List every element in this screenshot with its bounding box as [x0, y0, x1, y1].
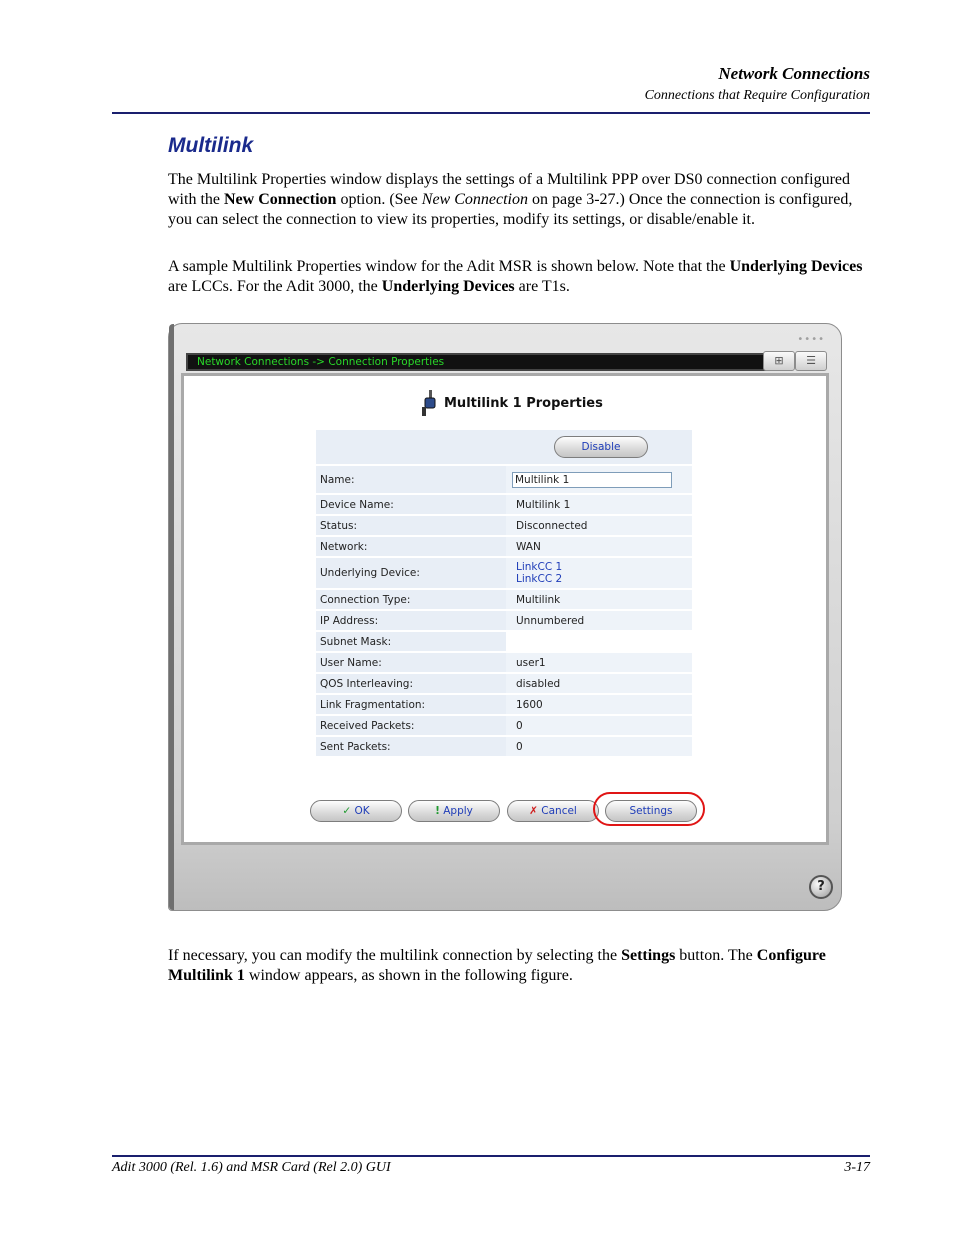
table-row: Received Packets: 0: [316, 716, 692, 737]
table-row: Device Name: Multilink 1: [316, 495, 692, 516]
settings-paragraph: If necessary, you can modify the multilink connection by selecting the Settings button. The Configure Multilink 1 window appears, as shown in the following figure.: [168, 947, 826, 984]
table-row: QOS Interleaving: disabled: [316, 674, 692, 695]
window-content: [181, 373, 829, 845]
disable-button[interactable]: Disable: [554, 436, 648, 458]
intro-paragraph: The Multilink Properties window displays the settings of a Multilink PPP over DS0 connection configured with the New Connection option. (See New Connection on page 3-27.) Once the connection is configured, you can select the connection to view its properties, modify its settings, or disable/enable it.: [168, 171, 853, 228]
chapter-title: Network Connections: [718, 64, 870, 83]
table-row: Link Fragmentation: 1600: [316, 695, 692, 716]
header-rule: [112, 112, 870, 114]
table-row: Sent Packets: 0: [316, 737, 692, 758]
ok-button[interactable]: ✓ OK: [310, 800, 402, 822]
table-row: IP Address: Unnumbered: [316, 611, 692, 632]
underlying-device-link[interactable]: LinkCC 2: [516, 573, 563, 585]
connection-plug-icon: [420, 390, 436, 416]
section-subtitle: Connections that Require Configuration: [644, 88, 870, 103]
cancel-button[interactable]: ✗ Cancel: [507, 800, 599, 822]
window-grip-icon: ••••: [797, 334, 825, 345]
table-row: Status: Disconnected: [316, 516, 692, 537]
window-left-edge: [169, 324, 174, 910]
x-icon: ✗: [529, 805, 538, 817]
table-row: User Name: user1: [316, 653, 692, 674]
table-row: Network: WAN: [316, 537, 692, 558]
exclamation-icon: !: [435, 805, 440, 817]
network-map-icon[interactable]: ⊞: [763, 351, 795, 371]
name-input[interactable]: [512, 472, 672, 488]
footer-rule: [112, 1155, 870, 1157]
table-row: Connection Type: Multilink: [316, 590, 692, 611]
help-icon[interactable]: ?: [809, 875, 833, 899]
apply-button[interactable]: ! Apply: [408, 800, 500, 822]
settings-highlight-circle: [593, 792, 705, 826]
sample-paragraph: A sample Multilink Properties window for the Adit MSR is shown below. Note that the Underlying Devices are LCCs. For the Adit 3000, the Underlying Devices are T1s.: [168, 258, 863, 295]
underlying-device-link[interactable]: LinkCC 1: [516, 561, 563, 573]
name-label: Name:: [316, 466, 506, 495]
table-row: Underlying Device: LinkCC 1 LinkCC 2: [316, 558, 692, 590]
page-number: 3-17: [844, 1160, 870, 1175]
page-title: Multilink 1 Properties: [444, 396, 603, 411]
section-heading: Multilink: [168, 134, 254, 157]
table-row: [316, 430, 692, 466]
table-row: [316, 466, 692, 495]
settings-button[interactable]: Settings: [605, 800, 697, 822]
checkmark-icon: ✓: [342, 805, 352, 817]
breadcrumb: Network Connections -> Connection Properties: [186, 353, 771, 371]
multilink-properties-window: [168, 323, 842, 911]
table-row: Subnet Mask:: [316, 632, 692, 653]
list-view-icon[interactable]: ☰: [795, 351, 827, 371]
properties-table: [316, 430, 692, 758]
footer-document-title: Adit 3000 (Rel. 1.6) and MSR Card (Rel 2.0) GUI: [112, 1160, 391, 1175]
